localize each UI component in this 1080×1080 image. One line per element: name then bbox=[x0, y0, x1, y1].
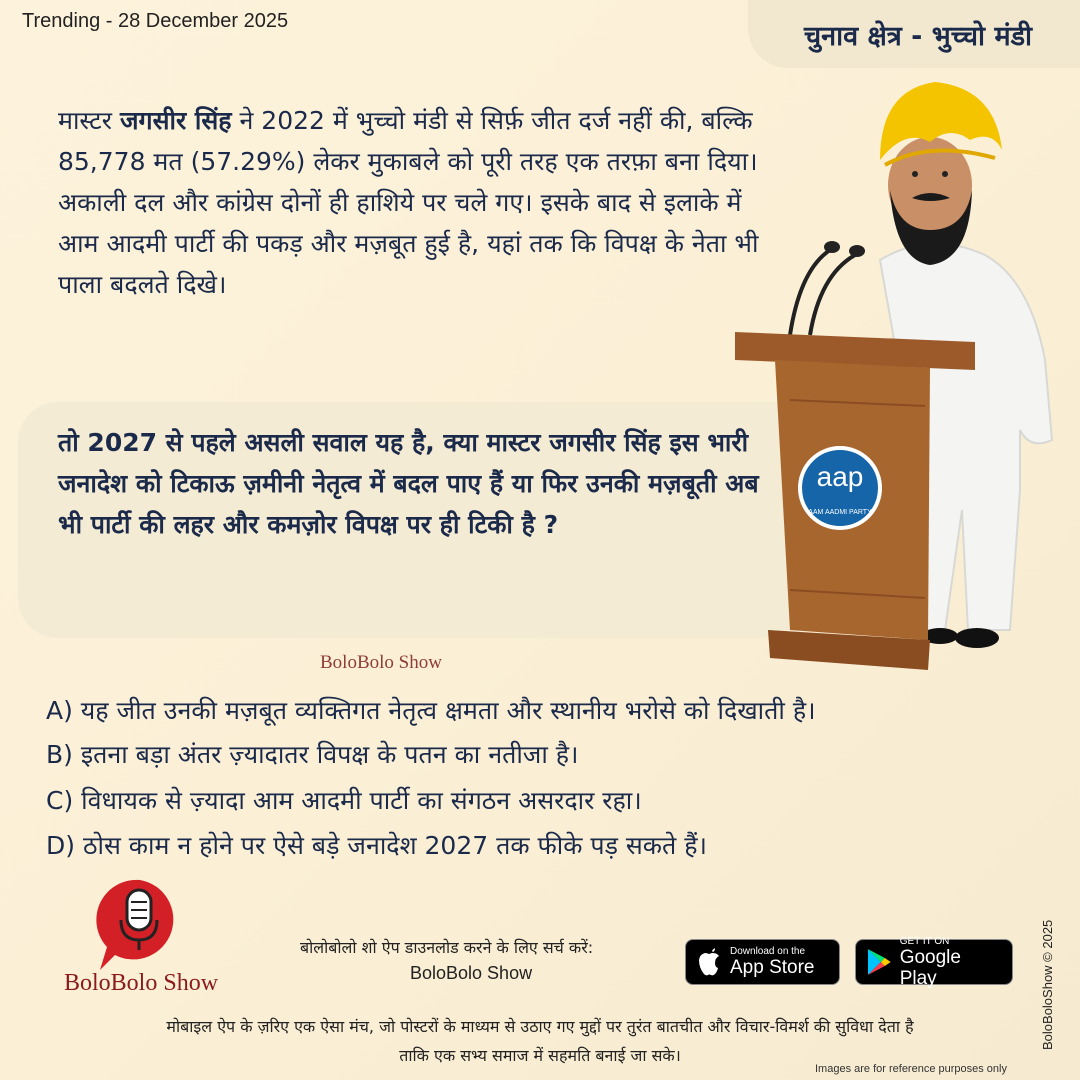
politician-podium-illustration bbox=[730, 70, 1070, 680]
disclaimer: Images are for reference purposes only bbox=[815, 1063, 1007, 1075]
intro-name: जगसीर सिंह bbox=[119, 106, 232, 135]
brand-name: BoloBolo Show bbox=[64, 970, 219, 996]
constituency-label: चुनाव क्षेत्र - भुच्चो मंडी bbox=[803, 20, 1033, 52]
trending-date: Trending - 28 December 2025 bbox=[22, 10, 289, 32]
app-store-label: App Store bbox=[730, 957, 815, 978]
footer-text-line2: ताकि एक सभ्य समाज में सहमति बनाई जा सके। bbox=[399, 1046, 681, 1065]
question-text: तो 2027 से पहले असली सवाल यह है, क्या मास्टर जगसीर सिंह इस भारी जनादेश को टिकाऊ ज़मीनी नेतृत्व में बदल पाए हैं या फिर उनकी मज़बूती अब भी पार्टी की लहर और कमज़ोर विपक्ष पर ही टिकी है ? bbox=[58, 428, 759, 539]
download-instruction: बोलोबोलो शो ऐप डाउनलोड करने के लिए सर्च करें: bbox=[300, 938, 594, 957]
google-play-label: Google Play bbox=[899, 946, 961, 989]
microphone-icon bbox=[95, 875, 190, 975]
google-play-small-text: GET IT ON bbox=[899, 935, 950, 947]
google-play-icon bbox=[866, 948, 892, 976]
watermark: BoloBolo Show bbox=[320, 652, 442, 673]
option-c[interactable]: C) विधायक से ज़्यादा आम आदमी पार्टी का संगठन असरदार रहा। bbox=[46, 786, 642, 815]
app-store-button[interactable] bbox=[685, 939, 840, 985]
aap-logo-text: aap bbox=[816, 461, 864, 492]
footer-text-line1: मोबाइल ऐप के ज़रिए एक ऐसा मंच, जो पोस्टरों के माध्यम से उठाए गए मुद्दों पर तुरंत बातचीत और विचार-विमर्श की सुविधा देता है bbox=[166, 1017, 914, 1036]
download-search-term: BoloBolo Show bbox=[410, 963, 533, 983]
option-a[interactable]: A) यह जीत उनकी मज़बूत व्यक्तिगत नेतृत्व क्षमता और स्थानीय भरोसे को दिखाती है। bbox=[46, 696, 816, 725]
intro-prefix: मास्टर bbox=[58, 106, 120, 135]
app-store-small-text: Download on the bbox=[730, 946, 806, 957]
intro-paragraph bbox=[58, 100, 778, 305]
google-play-button[interactable] bbox=[855, 935, 1013, 989]
apple-icon bbox=[696, 948, 722, 976]
intro-text: ने 2022 में भुच्चो मंडी से सिर्फ़ जीत दर्ज नहीं की, बल्कि 85,778 मत (57.29%) लेकर मुकाबले को पूरी तरह एक तरफ़ा बना दिया। अकाली दल और कांग्रेस दोनों ही हाशिये पर चले गए। इसके बाद से इलाके में आम आदमी पार्टी की पकड़ और मज़बूत हुई है, यहां तक कि विपक्ष के नेता भी पाला बदलते दिखे। bbox=[58, 106, 759, 299]
constituency-badge bbox=[748, 0, 1080, 68]
shoe bbox=[955, 628, 999, 648]
option-b[interactable]: B) इतना बड़ा अंतर ज़्यादातर विपक्ष के पतन का नतीजा है। bbox=[46, 740, 579, 769]
copyright: BoloBoloShow © 2025 bbox=[1040, 919, 1055, 1050]
aap-logo-subtext: AAM AADMI PARTY bbox=[808, 509, 872, 516]
option-d[interactable]: D) ठोस काम न होने पर ऐसे बड़े जनादेश 2027 तक फीके पड़ सकते हैं। bbox=[46, 831, 707, 860]
